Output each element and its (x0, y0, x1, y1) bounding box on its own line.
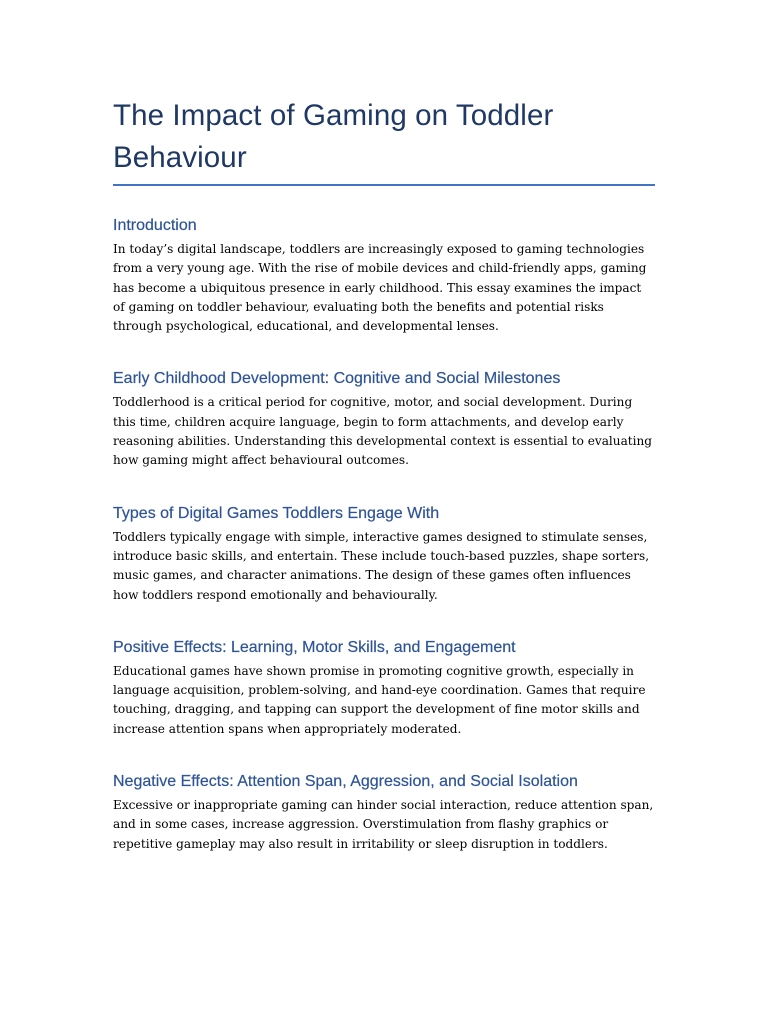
section-paragraph: Educational games have shown promise in promoting cognitive growth, especially in language acquisition, problem-solving, and hand-eye coordination. Games that require touching, dragging, and tapping can support the development of fine motor skills and increase attention spans when appropriately moderated. (113, 663, 646, 736)
section-early-childhood-development (113, 369, 655, 470)
section-types-of-digital-games (113, 504, 655, 605)
section-heading: Early Childhood Development: Cognitive and Social Milestones (113, 370, 561, 388)
section-heading: Introduction (113, 217, 197, 234)
section-paragraph: In today’s digital landscape, toddlers are increasingly exposed to gaming technologies from a very young age. With the rise of mobile devices and child-friendly apps, gaming has become a ubiquitous presence in early childhood. This essay examines the impact of gaming on toddler behaviour, evaluating both the benefits and potential risks through psychological, educational, and developmental lenses. (113, 242, 647, 334)
section-paragraph: Excessive or inappropriate gaming can hinder social interaction, reduce attention span, and in some cases, increase aggression. Overstimulation from flashy graphics or repetitive gameplay may also result in irritability or sleep disruption in toddlers. (113, 798, 654, 851)
section-introduction (113, 216, 655, 336)
section-negative-effects (113, 772, 655, 854)
section-heading: Positive Effects: Learning, Motor Skills, and Engagement (113, 638, 516, 656)
section-positive-effects (113, 638, 655, 739)
section-paragraph: Toddlers typically engage with simple, interactive games designed to stimulate senses, introduce basic skills, and entertain. These include touch-based puzzles, shape sorters, music games, and character animations. The design of these games often influences how toddlers respond emotionally and behaviourally. (113, 529, 650, 602)
section-heading: Types of Digital Games Toddlers Engage With (113, 504, 440, 522)
section-heading: Negative Effects: Attention Span, Aggression, and Social Isolation (113, 773, 578, 791)
title-underline-rule (113, 184, 655, 186)
section-paragraph: Toddlerhood is a critical period for cognitive, motor, and social development. During this time, children acquire language, begin to form attachments, and develop early reasoning abilities. Understanding this developmental context is essential to evaluating how gaming might affect behavioural outcomes. (113, 395, 653, 468)
document-title: The Impact of Gaming on Toddler Behaviour (113, 99, 554, 174)
document-page (113, 95, 655, 854)
